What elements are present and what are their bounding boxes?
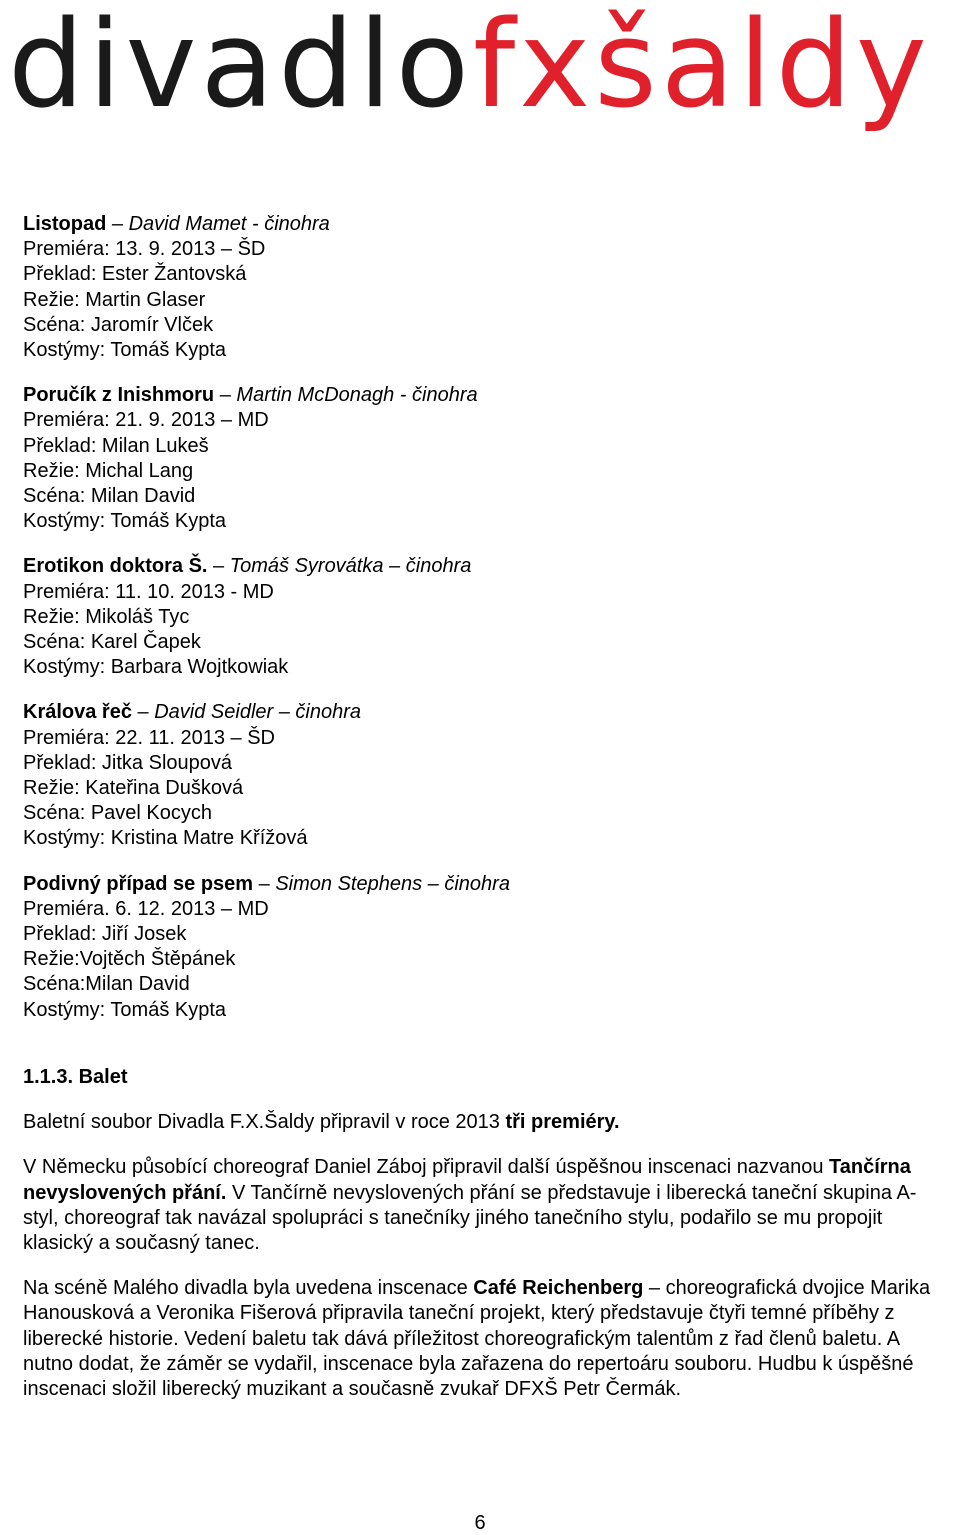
paragraph — [23, 1276, 938, 1402]
logo-part-fxsaldy: fxšaldy — [473, 0, 931, 135]
separator: – — [207, 555, 230, 578]
costumes-line: Kostýmy: Kristina Matre Křížová — [23, 827, 308, 850]
production-genre: činohra — [405, 555, 472, 578]
production-block — [23, 700, 938, 851]
production-title-line — [23, 700, 938, 725]
production-author: David Mamet — [128, 213, 247, 235]
separator: - — [394, 384, 413, 407]
scene-line: Scéna:Milan David — [23, 973, 190, 996]
production-block — [23, 554, 938, 680]
costumes-line: Kostýmy: Tomáš Kypta — [23, 998, 227, 1021]
paragraph-bold: Café Reichenberg — [473, 1277, 644, 1300]
premiere-line: Premiéra: 11. 10. 2013 - MD — [23, 580, 274, 603]
page-number: 6 — [474, 1512, 486, 1534]
scene-line: Scéna: Pavel Kocych — [23, 802, 212, 825]
translation-line: Překlad: Jiří Josek — [23, 923, 187, 946]
production-genre: činohra — [412, 384, 478, 407]
costumes-line: Kostýmy: Tomáš Kypta — [23, 510, 227, 533]
director-line: Režie: Martin Glaser — [23, 288, 206, 311]
production-author: Simon Stephens — [275, 872, 423, 895]
paragraph-text: Na scéně Malého divadla byla uvedena inscenace — [23, 1277, 474, 1300]
paragraph-text: Baletní soubor Divadla F.X.Šaldy připravil v roce 2013 — [23, 1111, 506, 1134]
production-title: Poručík z Inishmoru — [23, 384, 215, 407]
production-title-line — [23, 383, 938, 408]
director-line: Režie: Mikoláš Tyc — [23, 605, 190, 628]
production-block — [23, 872, 938, 1023]
premiere-line: Premiéra: 22. 11. 2013 – ŠD — [23, 726, 275, 749]
separator: – — [253, 872, 276, 895]
premiere-line: Premiéra. 6. 12. 2013 – MD — [23, 897, 269, 920]
paragraph-text: V Německu působící choreograf Daniel Záboj připravil další úspěšnou inscenaci nazvanou — [23, 1156, 830, 1179]
paragraph-bold: Tančírna nevyslovených přání. — [23, 1156, 911, 1204]
production-title-line — [23, 554, 938, 579]
production-block — [23, 383, 938, 534]
translation-line: Překlad: Ester Žantovská — [23, 263, 247, 286]
production-title: Podivný případ se psem — [23, 872, 254, 895]
production-block — [23, 212, 938, 363]
theatre-logo — [8, 0, 931, 135]
production-title: Králova řeč — [23, 701, 132, 724]
separator: – — [214, 384, 237, 407]
paragraph-bold: tři premiéry. — [505, 1111, 620, 1134]
production-title-line — [23, 212, 938, 237]
scene-line: Scéna: Karel Čapek — [23, 631, 201, 654]
separator: – — [273, 701, 296, 724]
scene-line: Scéna: Jaromír Vlček — [23, 313, 214, 336]
production-genre: činohra — [444, 872, 510, 895]
separator: – — [383, 555, 406, 578]
production-author: Tomáš Syrovátka — [229, 555, 384, 578]
production-genre: činohra — [295, 701, 362, 724]
paragraph — [23, 1110, 938, 1135]
logo-part-divadlo: divadlo — [8, 0, 473, 135]
paragraph-text: – choreografická dvojice Marika Hanousková a Veronika Fišerová připravila taneční projekt, který představuje čtyři temné příběhy z liberecké historie. Vedení baletu tak dává příležitost choreografickým talentům z řad členů baletu. A nutno dodat, že záměr se vydařil, inscenace byla zařazena do repertoáru souboru. Hudbu k úspěšné inscenaci složil liberecký muzikant a současně zvukař DFXŠ Petr Čermák. — [23, 1277, 931, 1400]
paragraph-text: V Tančírně nevyslovených přání se představuje i liberecká taneční skupina A-styl, choreograf tak navázal spolupráci s tanečníky jiného tanečního stylu, podařilo se mu propojit klasický a současný tanec. — [23, 1181, 917, 1254]
director-line: Režie: Kateřina Dušková — [23, 777, 244, 800]
section-heading: 1.1.3. Balet — [23, 1065, 128, 1088]
separator: – — [131, 701, 155, 724]
separator: – — [422, 872, 445, 895]
costumes-line: Kostýmy: Tomáš Kypta — [23, 339, 227, 362]
director-line: Režie: Michal Lang — [23, 459, 194, 482]
production-author: Martin McDonagh — [236, 384, 395, 407]
production-genre: činohra — [264, 213, 330, 235]
document-body — [23, 212, 938, 1422]
separator: - — [246, 213, 265, 235]
scene-line: Scéna: Milan David — [23, 485, 196, 508]
director-line: Režie:Vojtěch Štěpánek — [23, 948, 236, 971]
production-title: Erotikon doktora Š. — [23, 555, 208, 578]
production-author: David Seidler — [154, 701, 274, 724]
paragraph — [23, 1155, 938, 1256]
separator: – — [106, 213, 129, 235]
costumes-line: Kostýmy: Barbara Wojtkowiak — [23, 656, 289, 679]
production-title: Listopad — [23, 213, 107, 235]
production-title-line — [23, 872, 938, 897]
premiere-line: Premiéra: 13. 9. 2013 – ŠD — [23, 238, 266, 261]
premiere-line: Premiéra: 21. 9. 2013 – MD — [23, 409, 269, 432]
translation-line: Překlad: Jitka Sloupová — [23, 751, 233, 774]
translation-line: Překlad: Milan Lukeš — [23, 434, 209, 457]
